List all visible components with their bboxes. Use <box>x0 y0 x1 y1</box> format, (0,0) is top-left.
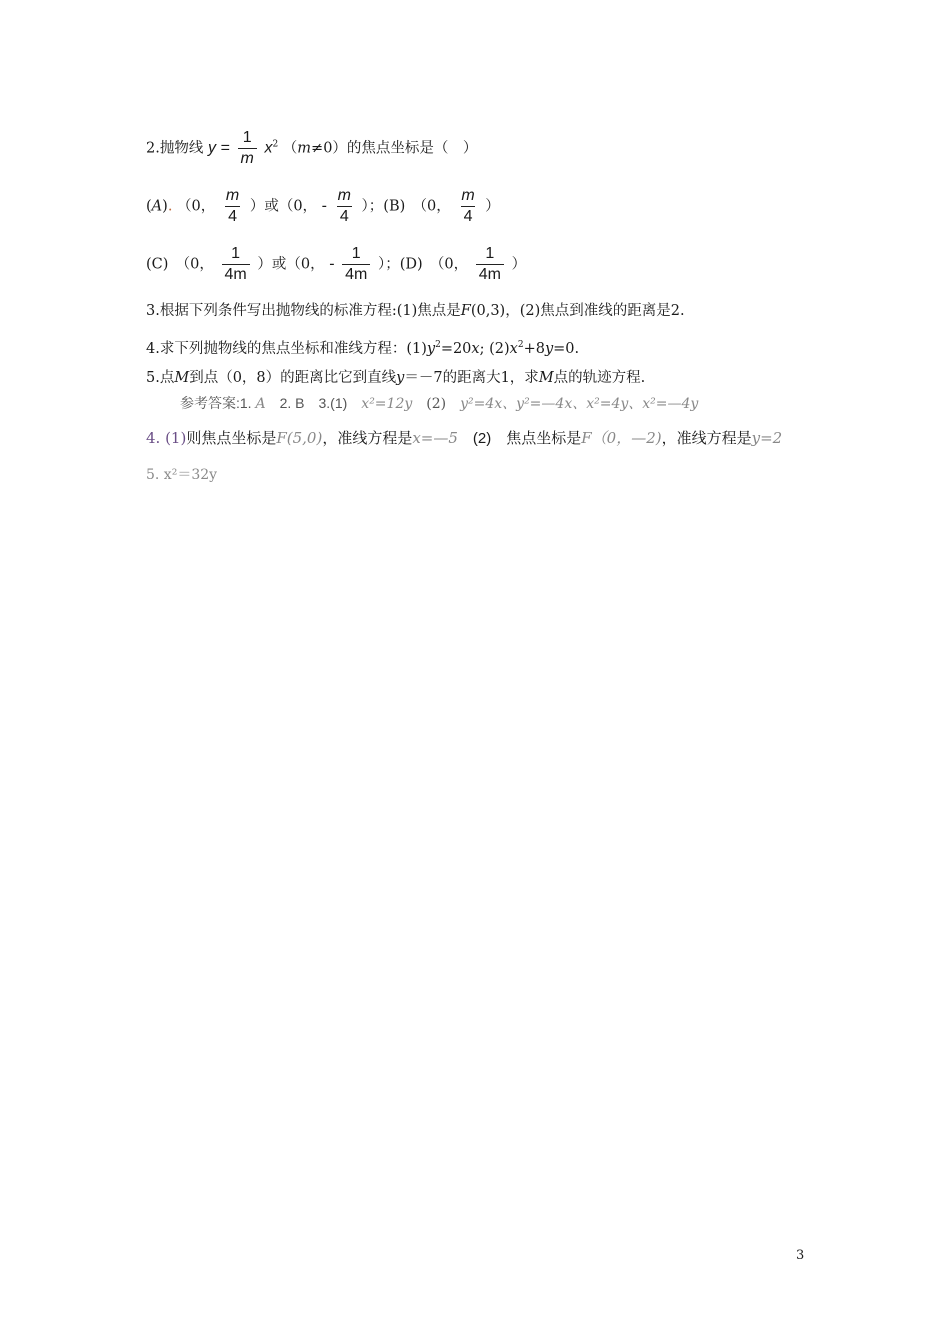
opt-d-f-den: 4m <box>476 264 504 285</box>
opt-a-f1-den: 4 <box>225 206 240 227</box>
opt-c-p4: ） <box>511 256 527 273</box>
q2-cond-m: m <box>297 140 312 157</box>
q2-prefix: 2.抛物线 <box>146 140 204 157</box>
q2-fraction <box>238 128 257 169</box>
q4-text-e: =0. <box>553 341 580 357</box>
q4-exp1: 2 <box>435 340 441 350</box>
answer-2-a: 4. (1) <box>146 429 187 447</box>
answer-2-i: y=2 <box>751 429 783 447</box>
answer-2-c: F(5,0) <box>276 429 323 447</box>
opt-c-minus: - <box>329 255 335 273</box>
q2-frac-num: 1 <box>242 129 252 146</box>
answer-line-2 <box>146 428 782 449</box>
q2-cond-open: （ <box>282 140 298 157</box>
opt-b-fraction <box>458 186 477 227</box>
q5-text-c: ＝－7的距离大1，求 <box>404 370 539 386</box>
q2-cond-rest: ≠0）的焦点坐标是（ ） <box>311 140 478 157</box>
answer-1-d: (2) <box>412 396 461 412</box>
answer-line-3 <box>146 465 217 485</box>
opt-a-open: ( <box>146 198 152 215</box>
opt-a-f1-num: m <box>225 187 240 204</box>
q5-text-a: 5.点 <box>146 370 175 386</box>
answer-2-f: (2) 焦点坐标是 <box>457 430 582 447</box>
q5-text-b: 到点（0，8）的距离比它到直线 <box>189 370 397 386</box>
opt-a-fraction-1 <box>223 186 242 227</box>
opt-a-p1: （0， <box>177 198 216 215</box>
opt-d-fraction <box>476 244 504 285</box>
answer-2-h: ，准线方程是 <box>661 430 752 447</box>
opt-c-fraction-2 <box>342 244 370 285</box>
q4-text-a: 4.求下列抛物线的焦点坐标和准线方程：(1) <box>146 341 427 357</box>
q2-x: x <box>264 139 273 157</box>
q2-y: y <box>207 139 216 157</box>
answer-1-A: A <box>255 396 266 412</box>
question-4 <box>146 335 579 359</box>
opt-a-p2: ）或（0， <box>249 198 318 215</box>
opt-c-f2-den: 4m <box>342 264 370 285</box>
q5-m1: M <box>174 370 190 386</box>
option-c-d <box>146 244 526 285</box>
opt-a-f2-den: 4 <box>337 206 352 227</box>
answer-3: 5. x²＝32y <box>146 467 218 483</box>
opt-a-f2-num: m <box>337 187 351 204</box>
opt-c-p3: ）；(D) （0， <box>377 256 469 273</box>
question-2 <box>146 128 477 169</box>
q2-eq: = <box>220 139 230 157</box>
opt-a-letter: A <box>151 198 163 215</box>
page-number: 3 <box>796 1248 805 1263</box>
answer-2-b: 则焦点坐标是 <box>186 430 277 447</box>
opt-a-minus: - <box>321 197 327 215</box>
q3-text-a: 3.根据下列条件写出抛物线的标准方程:(1)焦点是 <box>146 303 461 319</box>
q4-y: y <box>426 341 436 357</box>
q3-text-b: (0,3)，(2)焦点到准线的距离是2. <box>470 303 685 319</box>
opt-b-f-den: 4 <box>461 206 476 227</box>
q4-x2: x <box>509 341 518 357</box>
opt-c-f1-den: 4m <box>222 264 250 285</box>
opt-c-p2: ）或（0， <box>257 256 325 273</box>
opt-c-f1-num: 1 <box>231 245 241 262</box>
opt-b-f-num: m <box>461 187 475 204</box>
option-a-b <box>146 186 500 227</box>
q2-exp: 2 <box>272 139 279 150</box>
answer-2-d: ，准线方程是 <box>322 430 413 447</box>
answer-1-a: 参考答案:1. <box>180 395 256 411</box>
opt-a-dot: . <box>167 198 173 215</box>
opt-a-p3: ）；(B) （0， <box>361 198 451 215</box>
answer-1-e: y²=4x、y²=—4x、x²=4y、x²=—4y <box>460 396 699 412</box>
q2-frac-den: m <box>238 148 257 169</box>
answer-1-b: 2. B 3.(1) <box>265 395 362 411</box>
q4-text-d: +8 <box>523 341 545 357</box>
answer-2-g: F（0，—2) <box>581 429 662 447</box>
q3-f: F <box>460 303 471 319</box>
q4-text-b: =20 <box>440 341 472 357</box>
opt-c-fraction-1 <box>222 244 250 285</box>
q5-m2: M <box>538 370 554 386</box>
answer-1-c: x²=12y <box>361 396 413 412</box>
question-5 <box>146 368 645 388</box>
q5-y: y <box>396 370 405 386</box>
q4-y2: y <box>544 341 554 357</box>
answer-2-e: x=—5 <box>412 429 458 447</box>
answer-line-1 <box>180 393 698 414</box>
q4-exp2: 2 <box>517 340 524 350</box>
opt-a-p4: ） <box>485 198 500 215</box>
opt-d-f-num: 1 <box>485 245 495 262</box>
opt-a-fraction-2 <box>335 186 354 227</box>
opt-c-f2-num: 1 <box>351 245 361 262</box>
question-3 <box>146 301 685 321</box>
opt-c-p1: (C) （0， <box>146 256 214 273</box>
q4-text-c: ; (2) <box>479 341 510 357</box>
opt-a-close: ) <box>162 198 168 215</box>
q4-x: x <box>471 341 480 357</box>
q5-text-d: 点的轨迹方程. <box>553 370 646 386</box>
